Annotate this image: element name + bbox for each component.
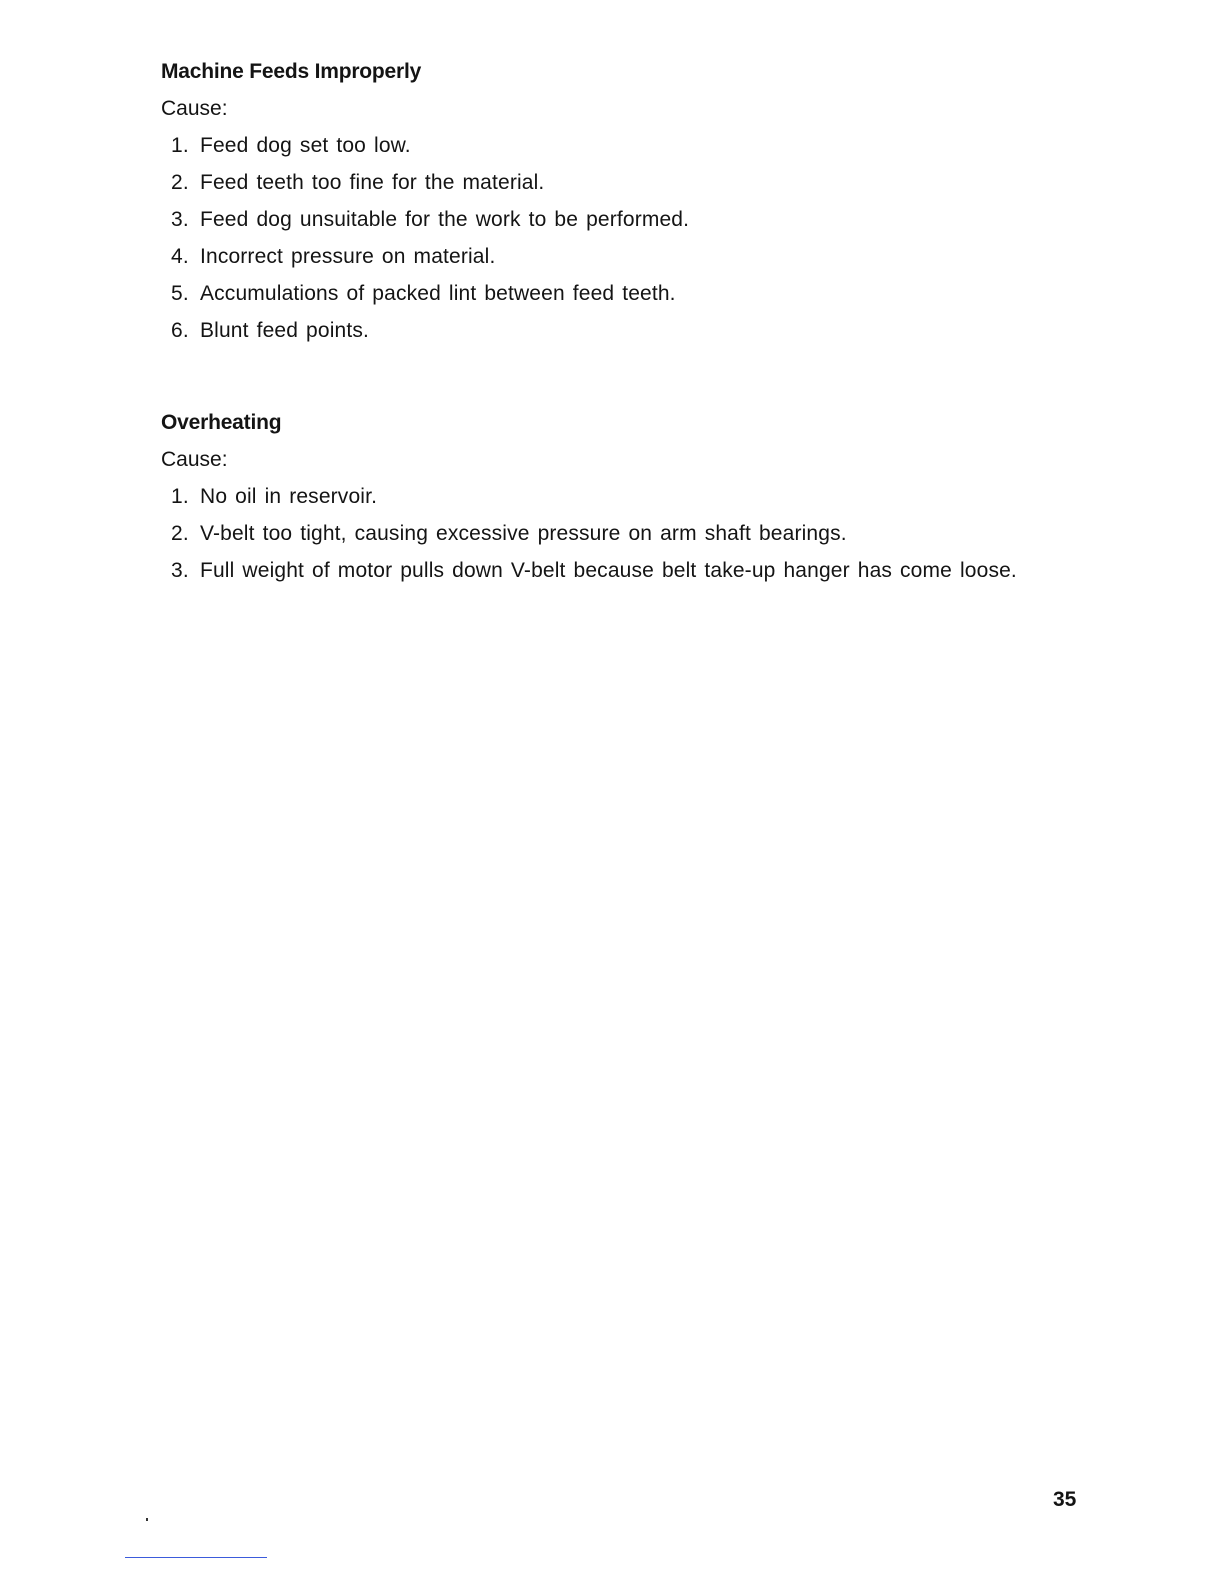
item-number: 4. [171,245,189,268]
list-item [161,169,1121,197]
item-text: Incorrect pressure on material. [200,245,496,268]
cause-label: Cause: [161,97,228,120]
item-text: Full weight of motor pulls down V-belt because belt take-up hanger has come loose. [200,559,1017,582]
item-number: 1. [171,134,189,157]
list-item [161,520,1121,548]
cause-list [161,132,1121,345]
list-item [161,280,1121,308]
item-text: Blunt feed points. [200,319,369,342]
bottom-rule-line [125,1557,267,1558]
item-number: 3. [171,559,189,582]
cause-list [161,483,1121,585]
section-overheating [161,409,1121,585]
item-text: No oil in reservoir. [200,485,378,508]
item-text: Accumulations of packed lint between feed teeth. [200,282,676,305]
cause-label: Cause: [161,448,228,471]
page-number: 35 [1053,1488,1077,1511]
section-machine-feeds-improperly [161,58,1121,345]
list-item [161,483,1121,511]
item-number: 6. [171,319,189,342]
item-number: 3. [171,208,189,231]
scan-speck [146,1518,148,1521]
item-text: Feed dog unsuitable for the work to be performed. [200,208,690,231]
item-text: Feed teeth too fine for the material. [200,171,545,194]
list-item [161,317,1121,345]
item-number: 2. [171,522,189,545]
list-item [161,132,1121,160]
section-heading: Overheating [161,411,282,434]
list-item [161,557,1121,585]
item-number: 2. [171,171,189,194]
list-item [161,206,1121,234]
item-text: Feed dog set too low. [200,134,411,157]
item-number: 5. [171,282,189,305]
list-item [161,243,1121,271]
item-number: 1. [171,485,189,508]
section-heading: Machine Feeds Improperly [161,60,422,83]
item-text: V-belt too tight, causing excessive pressure on arm shaft bearings. [200,522,847,545]
